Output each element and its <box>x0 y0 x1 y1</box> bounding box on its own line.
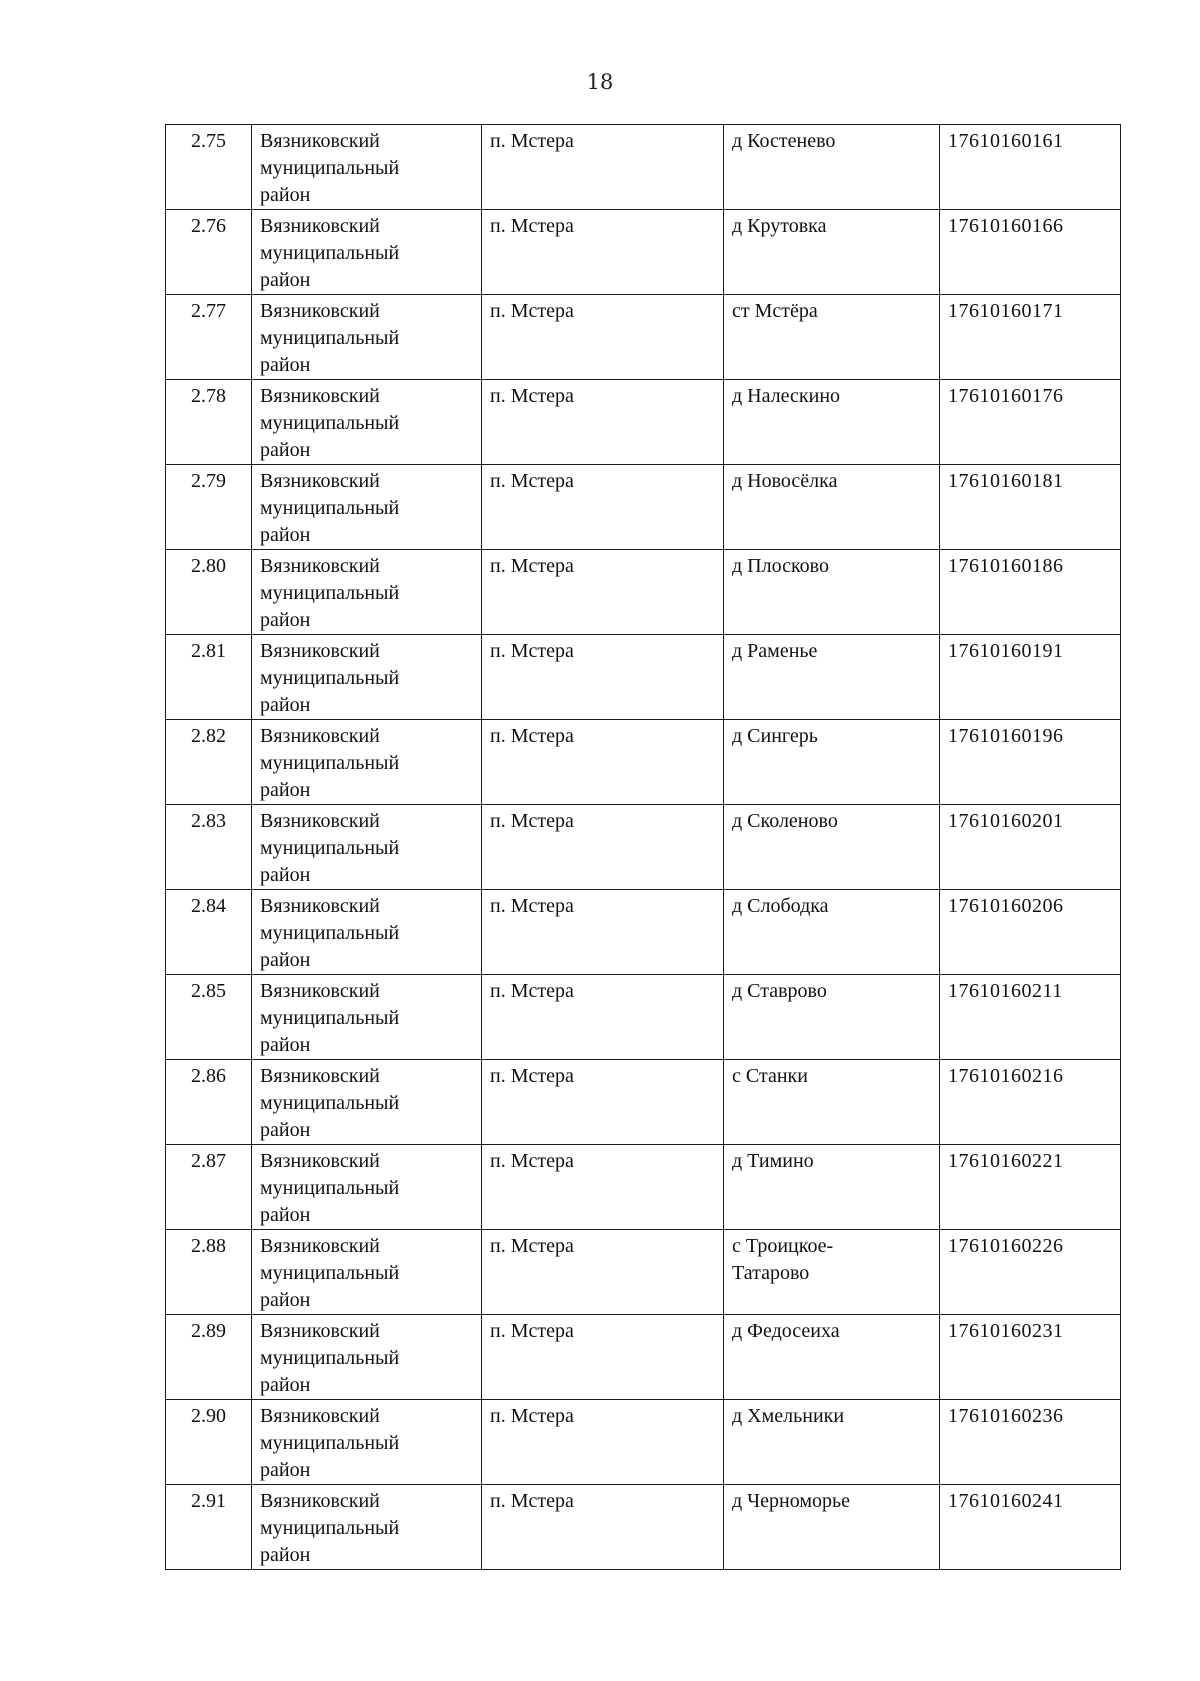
table-row <box>166 1145 1121 1230</box>
code-cell: 17610160231 <box>940 1315 1121 1400</box>
locality-cell: д Раменье <box>724 635 940 720</box>
row-number: 2.89 <box>166 1315 252 1400</box>
row-number: 2.75 <box>166 125 252 210</box>
settlement-cell: п. Мстера <box>482 550 724 635</box>
table-row <box>166 125 1121 210</box>
code-cell: 17610160201 <box>940 805 1121 890</box>
district-cell: Вязниковский муниципальный район <box>252 890 482 975</box>
settlement-cell: п. Мстера <box>482 1060 724 1145</box>
district-cell: Вязниковский муниципальный район <box>252 1400 482 1485</box>
settlement-cell: п. Мстера <box>482 805 724 890</box>
settlement-cell: п. Мстера <box>482 975 724 1060</box>
settlement-cell: п. Мстера <box>482 720 724 805</box>
district-cell: Вязниковский муниципальный район <box>252 125 482 210</box>
settlements-table-body <box>166 125 1121 1570</box>
code-cell: 17610160176 <box>940 380 1121 465</box>
table-row <box>166 465 1121 550</box>
table-row <box>166 1485 1121 1570</box>
row-number: 2.90 <box>166 1400 252 1485</box>
table-row <box>166 1400 1121 1485</box>
code-cell: 17610160181 <box>940 465 1121 550</box>
table-row <box>166 550 1121 635</box>
table-row <box>166 380 1121 465</box>
table-row <box>166 720 1121 805</box>
code-cell: 17610160211 <box>940 975 1121 1060</box>
code-cell: 17610160221 <box>940 1145 1121 1230</box>
row-number: 2.84 <box>166 890 252 975</box>
settlement-cell: п. Мстера <box>482 1315 724 1400</box>
district-cell: Вязниковский муниципальный район <box>252 1060 482 1145</box>
code-cell: 17610160196 <box>940 720 1121 805</box>
district-cell: Вязниковский муниципальный район <box>252 380 482 465</box>
locality-cell: д Ставрово <box>724 975 940 1060</box>
locality-cell: д Налескино <box>724 380 940 465</box>
settlement-cell: п. Мстера <box>482 1485 724 1570</box>
district-cell: Вязниковский муниципальный район <box>252 210 482 295</box>
settlement-cell: п. Мстера <box>482 380 724 465</box>
settlement-cell: п. Мстера <box>482 465 724 550</box>
locality-cell: д Костенево <box>724 125 940 210</box>
settlement-cell: п. Мстера <box>482 635 724 720</box>
locality-cell: д Крутовка <box>724 210 940 295</box>
locality-cell: с Троицкое- Татарово <box>724 1230 940 1315</box>
district-cell: Вязниковский муниципальный район <box>252 720 482 805</box>
settlement-cell: п. Мстера <box>482 1400 724 1485</box>
locality-cell: д Слободка <box>724 890 940 975</box>
code-cell: 17610160236 <box>940 1400 1121 1485</box>
table-row <box>166 1230 1121 1315</box>
code-cell: 17610160171 <box>940 295 1121 380</box>
district-cell: Вязниковский муниципальный район <box>252 635 482 720</box>
code-cell: 17610160216 <box>940 1060 1121 1145</box>
settlement-cell: п. Мстера <box>482 1230 724 1315</box>
row-number: 2.86 <box>166 1060 252 1145</box>
district-cell: Вязниковский муниципальный район <box>252 805 482 890</box>
locality-cell: д Новосёлка <box>724 465 940 550</box>
code-cell: 17610160206 <box>940 890 1121 975</box>
table-row <box>166 295 1121 380</box>
row-number: 2.78 <box>166 380 252 465</box>
locality-cell: д Хмельники <box>724 1400 940 1485</box>
code-cell: 17610160226 <box>940 1230 1121 1315</box>
district-cell: Вязниковский муниципальный район <box>252 465 482 550</box>
locality-cell: д Федосеиха <box>724 1315 940 1400</box>
table-row <box>166 805 1121 890</box>
district-cell: Вязниковский муниципальный район <box>252 295 482 380</box>
row-number: 2.77 <box>166 295 252 380</box>
row-number: 2.88 <box>166 1230 252 1315</box>
district-cell: Вязниковский муниципальный район <box>252 1485 482 1570</box>
locality-cell: с Станки <box>724 1060 940 1145</box>
locality-cell: д Черноморье <box>724 1485 940 1570</box>
row-number: 2.76 <box>166 210 252 295</box>
district-cell: Вязниковский муниципальный район <box>252 550 482 635</box>
locality-cell: д Сингерь <box>724 720 940 805</box>
table-row <box>166 1315 1121 1400</box>
district-cell: Вязниковский муниципальный район <box>252 1145 482 1230</box>
settlement-cell: п. Мстера <box>482 295 724 380</box>
row-number: 2.82 <box>166 720 252 805</box>
settlement-cell: п. Мстера <box>482 1145 724 1230</box>
settlements-table <box>165 124 1121 1570</box>
code-cell: 17610160166 <box>940 210 1121 295</box>
district-cell: Вязниковский муниципальный район <box>252 1315 482 1400</box>
table-row <box>166 975 1121 1060</box>
settlement-cell: п. Мстера <box>482 890 724 975</box>
code-cell: 17610160191 <box>940 635 1121 720</box>
row-number: 2.91 <box>166 1485 252 1570</box>
table-row <box>166 890 1121 975</box>
table-row <box>166 635 1121 720</box>
settlement-cell: п. Мстера <box>482 210 724 295</box>
row-number: 2.81 <box>166 635 252 720</box>
table-row <box>166 1060 1121 1145</box>
row-number: 2.85 <box>166 975 252 1060</box>
district-cell: Вязниковский муниципальный район <box>252 975 482 1060</box>
row-number: 2.79 <box>166 465 252 550</box>
locality-cell: д Сколеново <box>724 805 940 890</box>
code-cell: 17610160186 <box>940 550 1121 635</box>
locality-cell: д Плосково <box>724 550 940 635</box>
locality-cell: д Тимино <box>724 1145 940 1230</box>
row-number: 2.87 <box>166 1145 252 1230</box>
code-cell: 17610160241 <box>940 1485 1121 1570</box>
locality-cell: ст Мстёра <box>724 295 940 380</box>
page-number: 18 <box>586 70 614 94</box>
code-cell: 17610160161 <box>940 125 1121 210</box>
row-number: 2.83 <box>166 805 252 890</box>
table-row <box>166 210 1121 295</box>
district-cell: Вязниковский муниципальный район <box>252 1230 482 1315</box>
row-number: 2.80 <box>166 550 252 635</box>
settlement-cell: п. Мстера <box>482 125 724 210</box>
